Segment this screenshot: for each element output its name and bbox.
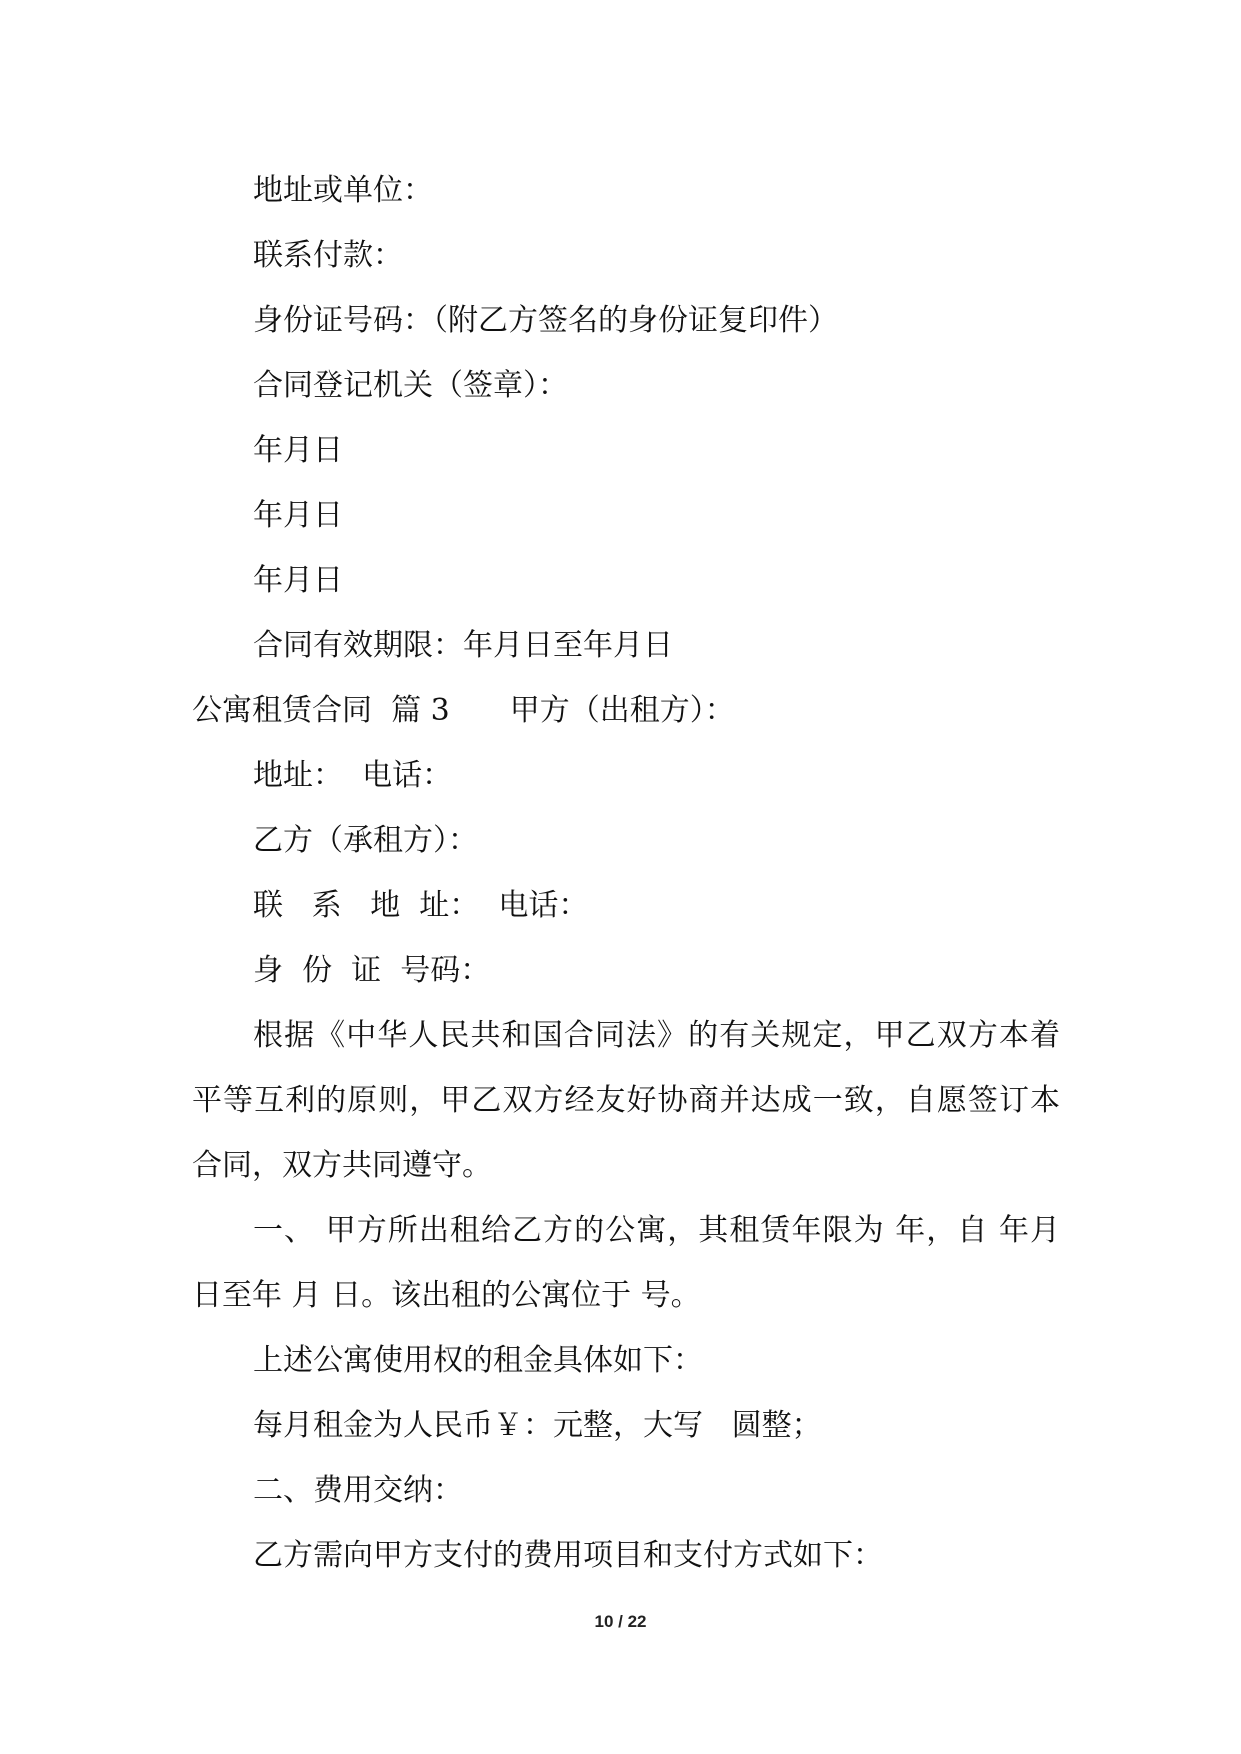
payment-items-line: 乙方需向甲方支付的费用项目和支付方式如下： [253,1538,883,1573]
preamble-paragraph: 根据《中华人民共和国合同法》的有关规定，甲乙双方本着平等互利的原则，甲乙双方经友好协商并达成一致，自愿签订本合同，双方共同遵守。 [192,1018,1060,1183]
contact-payment-line: 联系付款： [253,238,403,273]
clause-two-heading: 二、费用交纳： [253,1473,463,1508]
address-or-unit-line: 地址或单位： [253,173,433,208]
rent-intro-line: 上述公寓使用权的租金具体如下： [253,1343,703,1378]
registration-authority-line: 合同登记机关（签章）： [253,368,568,403]
party-b-label-line: 乙方（承租方）： [253,823,478,858]
party-b-address-phone-line: 联 系 地 址： 电话： [253,888,589,923]
party-a-address-phone-line: 地址： 电话： [253,758,453,793]
page-number: 10 / 22 [594,1612,647,1631]
section-title: 公寓租赁合同 篇 3 [192,693,450,728]
section-heading-line [192,678,1060,743]
date-line: 年月日 [253,498,343,533]
date-line: 年月日 [253,433,343,468]
document-body [192,158,1060,1588]
validity-period-line: 合同有效期限：年月日至年月日 [253,628,673,663]
id-number-line: 身份证号码：（附乙方签名的身份证复印件） [253,303,838,338]
date-line: 年月日 [253,563,343,598]
party-a-label: 甲方（出租方）： [509,693,735,728]
party-b-id-line: 身 份 证 号码： [253,953,491,988]
clause-one-paragraph: 一、 甲方所出租给乙方的公寓，其租赁年限为 年，自 年月日至年 月 日。该出租的公寓位于 号。 [192,1213,1060,1313]
monthly-rent-line: 每月租金为人民币￥：元整，大写 圆整； [253,1408,822,1443]
